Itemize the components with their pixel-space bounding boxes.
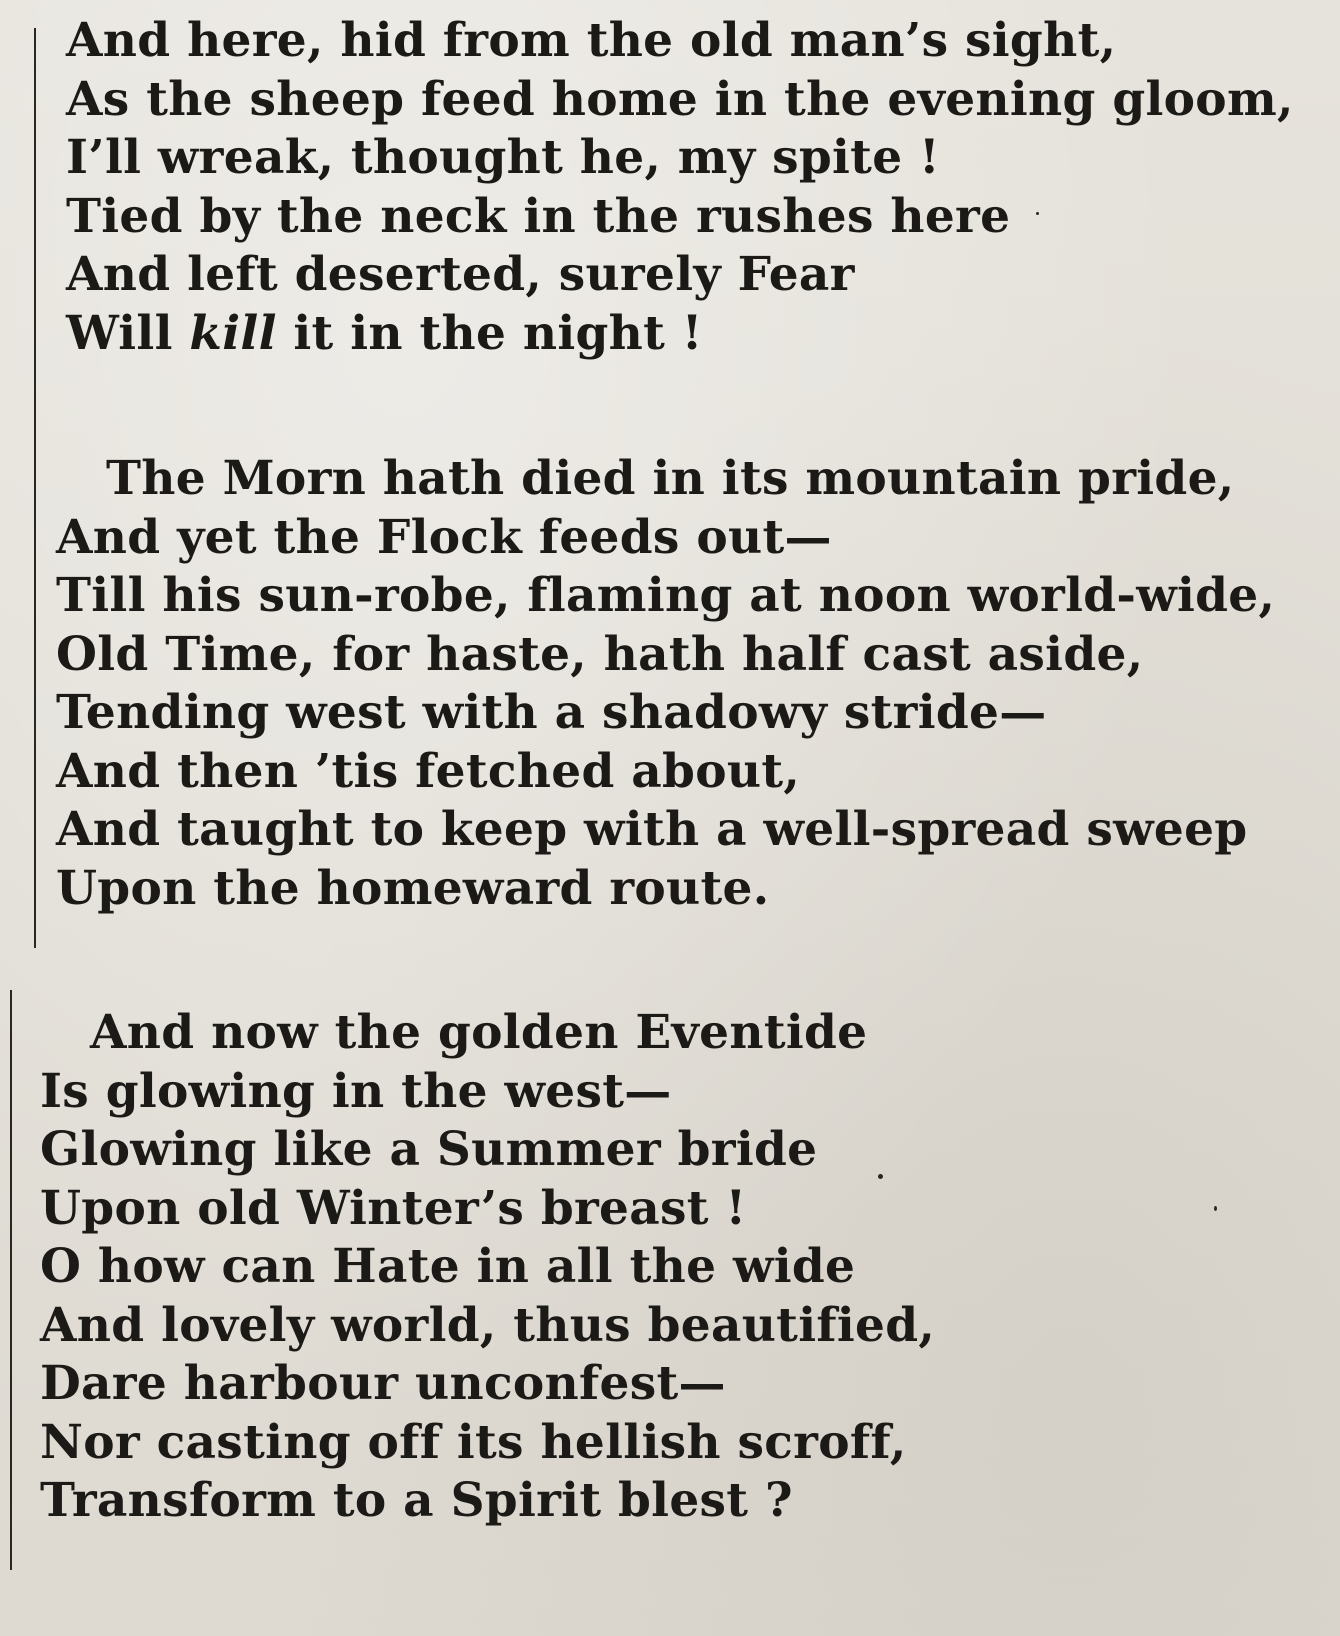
stanza-1 <box>66 12 1294 363</box>
poem-line: Transform to a Spirit blest ? <box>40 1473 793 1528</box>
poem-line: And left deserted, surely Fear <box>66 247 855 302</box>
poem-line-start: Will <box>66 305 190 361</box>
poem-line: Is glowing in the west— <box>40 1063 672 1119</box>
poem-line: And here, hid from the old man’s sight, <box>66 13 1117 68</box>
poem-line: Dare harbour unconfest— <box>40 1356 726 1411</box>
poem-line: I’ll wreak, thought he, my spite ! <box>66 130 940 185</box>
ink-speck <box>1214 1206 1217 1211</box>
column-rule-upper <box>34 28 36 948</box>
poem-line: Till his sun-robe, flaming at noon world-wide, <box>56 568 1276 623</box>
poem-line: And lovely world, thus beautified, <box>40 1297 936 1353</box>
emphasized-word: kill <box>189 305 277 361</box>
ink-speck <box>1036 212 1039 215</box>
poem-line: And then ’tis fetched about, <box>56 743 800 799</box>
poem-line: Upon the homeward route. <box>56 860 770 916</box>
poem-line-end: it in the night ! <box>276 305 703 361</box>
poem-line: Tied by the neck in the rushes here <box>66 188 1011 244</box>
column-rule-lower <box>10 990 12 1570</box>
poem-line-with-emphasis <box>66 305 1294 364</box>
poem-line: Nor casting off its hellish scroff, <box>40 1414 907 1470</box>
stanza-3 <box>40 1004 935 1531</box>
poem-line-indented: And now the golden Eventide <box>90 1005 868 1060</box>
poem-line: Tending west with a shadowy stride— <box>56 685 1047 740</box>
poem-line: And taught to keep with a well-spread sweep <box>56 802 1248 857</box>
stanza-2 <box>56 450 1275 918</box>
poem-line: As the sheep feed home in the evening gloom, <box>66 71 1294 127</box>
poem-line-indented: The Morn hath died in its mountain pride, <box>106 451 1235 506</box>
ink-speck <box>878 1174 883 1179</box>
poem-line: O how can Hate in all the wide <box>40 1239 856 1294</box>
poem-line: Upon old Winter’s breast ! <box>40 1180 747 1236</box>
poem-line: Glowing like a Summer bride <box>40 1122 818 1177</box>
poem-line: Old Time, for haste, hath half cast aside, <box>56 626 1144 682</box>
poem-line: And yet the Flock feeds out— <box>56 509 832 565</box>
